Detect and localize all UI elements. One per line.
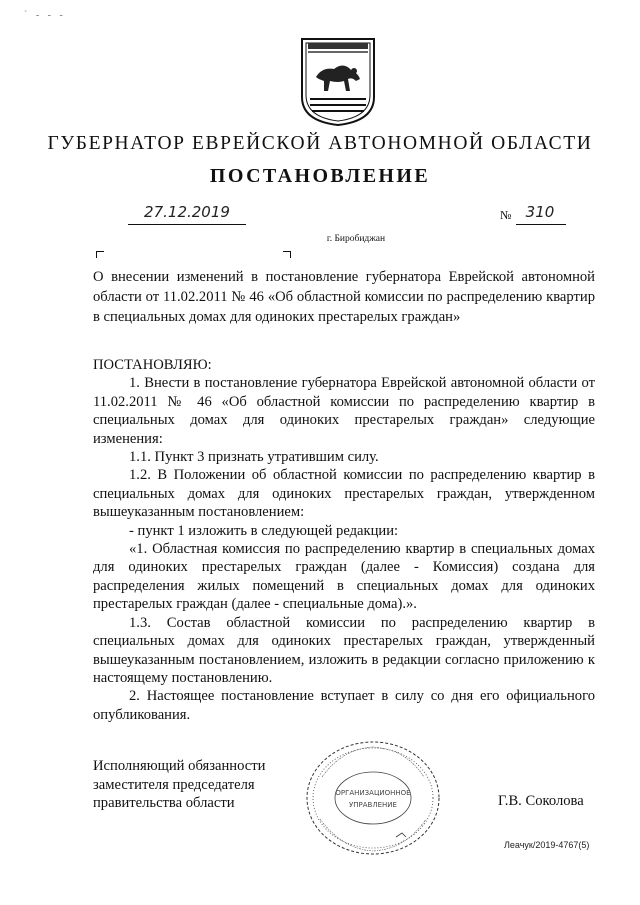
document-number bbox=[516, 203, 564, 222]
handwritten-date: 27.12.2019 bbox=[144, 203, 230, 221]
bracket-left bbox=[96, 251, 104, 258]
paragraph-1-1: 1.1. Пункт 3 признать утратившим силу. bbox=[129, 449, 379, 466]
paragraph-1-2: 1.2. В Положении об областной комиссии по распределению квартир в специальных домах для одиноких престарелых граждан, утвержденном вышеуказанным постановлением: bbox=[93, 467, 595, 521]
official-stamp bbox=[302, 737, 444, 859]
subject-heading: О внесении изменений в постановление губернатора Еврейской автономной области от 11.02.2011 № 46 «Об областной комиссии по распределению квартир в специальных домах для одиноких престарелых граждан» bbox=[93, 269, 595, 325]
coat-of-arms-emblem bbox=[300, 37, 376, 127]
signatory-position: Исполняющий обязанности заместителя председателя правительства области bbox=[93, 758, 266, 812]
date-underline bbox=[128, 224, 246, 225]
stamp-center-text-2: УПРАВЛЕНИЕ bbox=[349, 801, 397, 809]
paragraph-2: 2. Настоящее постановление вступает в силу со дня его официального опубликования. bbox=[93, 688, 595, 723]
paragraph-1-3: 1.3. Состав областной комиссии по распределению квартир в специальных домах для одиноких престарелых граждан, утвержденный вышеуказанным постановлением, изложить в редакции согласно приложению к настоящему постановлению. bbox=[93, 614, 595, 686]
document-type: ПОСТАНОВЛЕНИЕ bbox=[209, 165, 431, 187]
scan-artifact: ` ‐ ‐ ‐ bbox=[24, 10, 66, 21]
paragraph-1: 1. Внести в постановление губернатора Еврейской автономной области от 11.02.2011 № 46 «Об областной комиссии по распределению квартир в специальных домах для одиноких престарелых граждан» следующие изменения: bbox=[93, 375, 595, 447]
document-date bbox=[128, 203, 246, 222]
number-underline bbox=[516, 224, 566, 225]
paragraph-subitem: - пункт 1 изложить в следующей редакции: bbox=[129, 522, 399, 539]
signatory-name: Г.В. Соколова bbox=[498, 793, 584, 809]
document-body bbox=[93, 356, 595, 724]
city-label: г. Биробиджан bbox=[326, 234, 386, 244]
governor-title: ГУБЕРНАТОР ЕВРЕЙСКОЙ АВТОНОМНОЙ ОБЛАСТИ bbox=[47, 133, 593, 154]
bracket-right bbox=[283, 251, 291, 258]
paragraph-quote: «1. Областная комиссия по распределению квартир в специальных домах для одиноких престарелых граждан (далее - Комиссия) создана для распределения жилых помещений в специальных домах для одиноких престарелых граждан (далее - специальные дома).». bbox=[93, 541, 595, 613]
handwritten-number: 310 bbox=[525, 203, 555, 221]
number-sign: № bbox=[500, 208, 512, 222]
registration-code: Леачук/2019-4767(5) bbox=[504, 840, 590, 850]
decree-word: ПОСТАНОВЛЯЮ: bbox=[93, 357, 212, 373]
stamp-center-text: ОРГАНИЗАЦИОННОЕ bbox=[335, 789, 411, 797]
